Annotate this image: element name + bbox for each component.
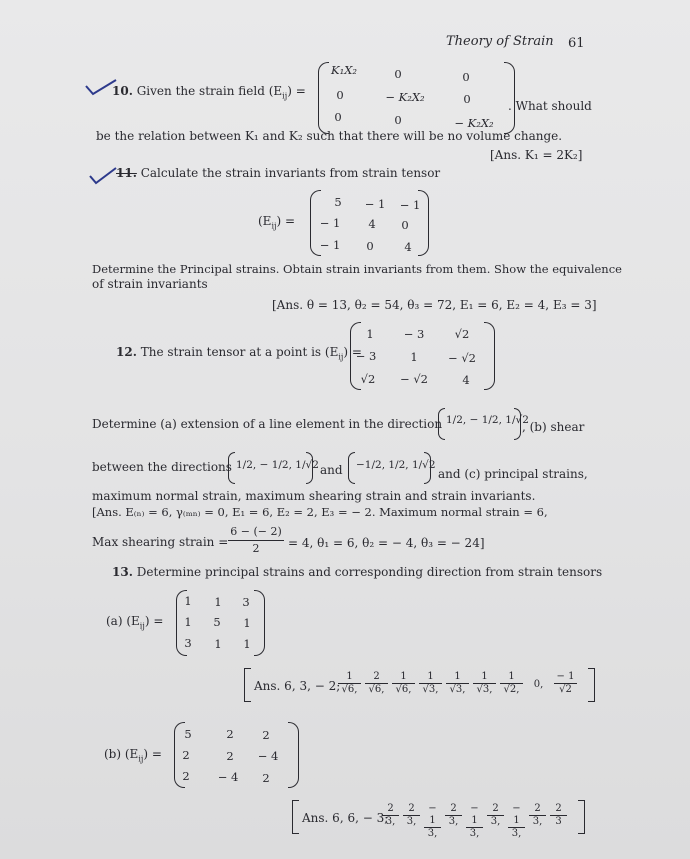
q10-m01: 0 xyxy=(394,67,402,81)
answer-fraction: 2 √6, xyxy=(365,671,388,696)
q10-m02: 0 xyxy=(462,70,470,84)
q13a-m11: 5 xyxy=(213,615,221,629)
q12-answer-2-rest: = 4, θ₁ = 6, θ₂ = − 4, θ₃ = − 24] xyxy=(288,536,485,550)
q11-text: Calculate the strain invariants from strain tensor xyxy=(140,166,441,180)
q10-lead: Given the strain field (E xyxy=(136,84,283,98)
answer-fraction: 1 √3, xyxy=(419,671,442,696)
q11-m11: 4 xyxy=(368,217,376,231)
answer-fraction: 1 √2, xyxy=(500,671,523,696)
q12-m01: − 3 xyxy=(403,327,425,341)
q10-answer: [Ans. K₁ = 2K₂] xyxy=(490,148,583,162)
q12-number: 12. xyxy=(116,345,137,359)
answer-fraction: 2 3 xyxy=(550,803,567,828)
answer-fraction: 1 √6, xyxy=(338,671,361,696)
q13b-m20: 2 xyxy=(182,769,190,783)
q13b-m00: 5 xyxy=(184,727,192,741)
q13a-m00: 1 xyxy=(184,594,192,608)
answer-fraction: 1 √6, xyxy=(392,671,415,696)
q13-prompt: 13. Determine principal strains and corresponding direction from strain tensors xyxy=(112,565,603,579)
answer-fraction: 2 3, xyxy=(403,803,420,828)
q12-m20: √2 xyxy=(360,372,376,386)
q10-m20: 0 xyxy=(334,110,342,124)
q12-dir-b1-paren-left xyxy=(228,452,235,484)
q13a-m22: 1 xyxy=(243,637,251,651)
answer-fraction: 1 √3, xyxy=(473,671,496,696)
q13a-answer-prefix: Ans. 6, 3, − 2; xyxy=(254,679,341,693)
q12-and: and xyxy=(320,463,343,477)
page-number: 61 xyxy=(568,36,585,51)
q13b-label: (b) $(E_{ij})$ = xyxy=(104,747,162,764)
q10-m21: 0 xyxy=(394,113,402,127)
q11-label: $(E_{ij})$ = xyxy=(258,214,296,231)
answer-fraction: − 1 3, xyxy=(424,803,441,840)
q10-trail: . What should xyxy=(508,99,592,113)
q11-m22: 4 xyxy=(404,240,412,254)
q13b-m22: 2 xyxy=(262,771,270,785)
q12-m00: 1 xyxy=(366,327,374,341)
answer-fraction: − 1 3, xyxy=(508,803,525,840)
q11-m20: − 1 xyxy=(319,238,341,252)
q12-m12: − √2 xyxy=(448,351,476,365)
answer-fraction: 1 √3, xyxy=(446,671,469,696)
q10-number: 10. xyxy=(112,84,133,98)
q10-m10: 0 xyxy=(336,88,344,102)
q13a-m20: 3 xyxy=(184,636,192,650)
q12-dir-b2-paren-right xyxy=(424,452,431,484)
q12-m21: − √2 xyxy=(400,372,428,386)
q13b-answer-bracket-right xyxy=(578,800,585,834)
q12-fraction-bar xyxy=(228,540,284,541)
q11-number: 11. xyxy=(116,166,137,180)
q11-m21: 0 xyxy=(366,239,374,253)
q13a-m02: 3 xyxy=(242,595,250,609)
q11-line1: Determine the Principal strains. Obtain strain invariants from them. Show the equivalence xyxy=(92,262,622,276)
q12-line-b: between the directions xyxy=(92,460,232,474)
q11-m12: 0 xyxy=(401,218,409,232)
answer-fraction: − 1 3, xyxy=(466,803,483,840)
q12-m22: 4 xyxy=(462,373,470,387)
q13b-answer-bracket-left xyxy=(292,800,299,834)
running-header-title: Theory of Strain xyxy=(446,34,554,49)
q12-line-a: Determine (a) extension of a line element in the direction xyxy=(92,417,443,431)
q12-dir-b2: −1/2, 1/2, 1/√2 xyxy=(356,459,436,471)
q12-dir-b1: 1/2, − 1/2, 1/√2 xyxy=(236,459,319,471)
q12-answer-1: [Ans. E₍ₙ₎ = 6, γ₍ₘₙ₎ = 0, E₁ = 6, E₂ = 2, E₃ = − 2. Maximum normal strain = 6, xyxy=(92,505,548,519)
q11-prompt xyxy=(116,166,440,180)
q10-prompt: 10. Given the strain field $(E_{ij})$ = xyxy=(112,84,306,101)
q13a-m12: 1 xyxy=(243,616,251,630)
q11-m00: 5 xyxy=(334,195,342,209)
q13b-m01: 2 xyxy=(226,727,234,741)
q13b-m12: − 4 xyxy=(257,749,279,763)
q13b-m11: 2 xyxy=(226,749,234,763)
q12-after-a: , (b) shear xyxy=(522,420,585,434)
q13a-m21: 1 xyxy=(214,637,222,651)
answer-fraction: 2 3, xyxy=(529,803,546,828)
q13a-answer-bracket-right xyxy=(588,668,595,702)
q12-dir-b1-paren-right xyxy=(306,452,313,484)
q13b-m10: 2 xyxy=(182,748,190,762)
q13a-m10: 1 xyxy=(184,615,192,629)
q12-dir-a-paren-left xyxy=(438,408,445,440)
answer-fraction: − 1 √2 xyxy=(554,671,577,696)
q12-answer-2-numerator: 6 − (− 2) xyxy=(230,525,282,538)
q13b-m21: − 4 xyxy=(217,770,239,784)
q12-dir-a: 1/2, − 1/2, 1/√2 xyxy=(446,414,529,426)
q12-after-b: and (c) principal strains, xyxy=(438,467,588,481)
q10-m12: 0 xyxy=(463,92,471,106)
q11-answer: [Ans. θ = 13, θ₂ = 54, θ₃ = 72, E₁ = 6, E₂ = 4, E₃ = 3] xyxy=(272,298,597,312)
q10-bracket-right xyxy=(504,62,515,134)
q13a-label: (a) $(E_{ij})$ = xyxy=(106,614,164,631)
q12-answer-2-denominator: 2 xyxy=(252,542,260,555)
answer-fraction: 2 3, xyxy=(382,803,399,828)
check-mark-icon xyxy=(88,164,118,186)
q11-m01: − 1 xyxy=(364,197,386,211)
q12-m11: 1 xyxy=(410,350,418,364)
answer-fraction: 2 3, xyxy=(445,803,462,828)
answer-fraction: 0, xyxy=(533,679,544,690)
q10-m11: − K₂X₂ xyxy=(385,90,425,104)
q10-line2: be the relation between K₁ and K₂ such that there will be no volume change. xyxy=(96,129,563,143)
q10-m00: K₁X₂ xyxy=(331,63,357,77)
q12-dir-b2-paren-left xyxy=(348,452,355,484)
q13b-m02: 2 xyxy=(262,728,270,742)
q11-line2: of strain invariants xyxy=(92,277,208,291)
q12-answer-2-prefix: Max shearing strain = xyxy=(92,535,229,549)
q13-number: 13. xyxy=(112,565,133,579)
q12-line-c: maximum normal strain, maximum shearing strain and strain invariants. xyxy=(92,489,536,503)
q12-m10: − 3 xyxy=(355,349,377,363)
q13a-m01: 1 xyxy=(214,595,222,609)
q11-m02: − 1 xyxy=(399,198,421,212)
q13b-answer-prefix: Ans. 6, 6, − 3; xyxy=(302,811,389,825)
q10-m22: − K₂X₂ xyxy=(454,116,494,130)
q12-m02: √2 xyxy=(454,327,470,341)
q11-m10: − 1 xyxy=(319,216,341,230)
q12-dir-a-paren-right xyxy=(514,408,521,440)
q12-prompt: 12. The strain tensor at a point is $(E_{ij})$ = xyxy=(116,345,362,362)
q13a-answer-bracket-left xyxy=(244,668,251,702)
answer-fraction: 2 3, xyxy=(487,803,504,828)
